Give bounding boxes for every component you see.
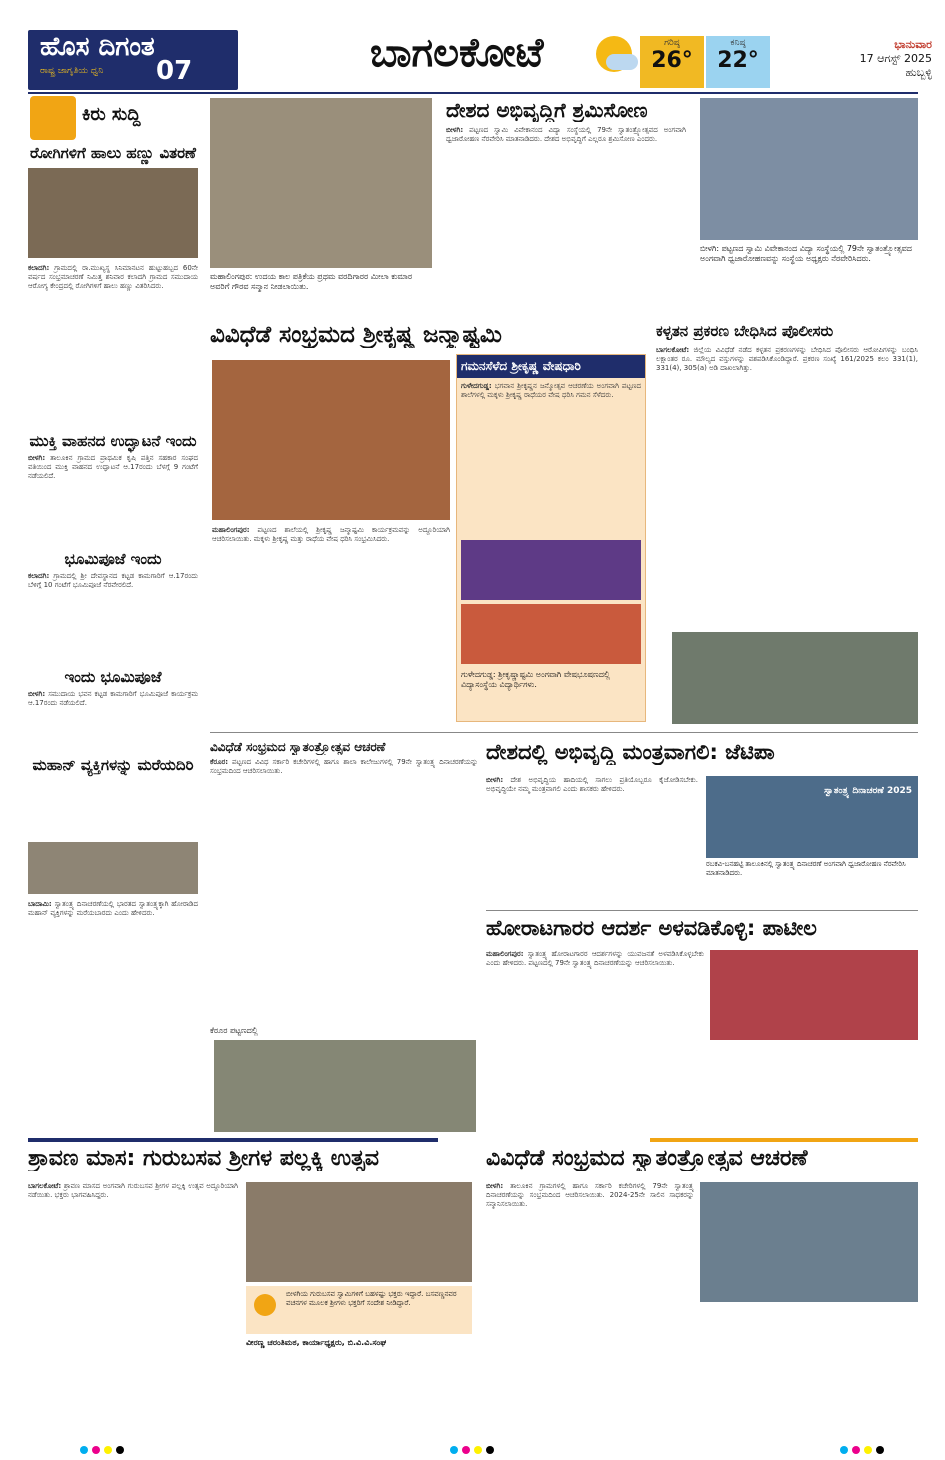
kiru-photo-5 xyxy=(28,842,198,894)
top-photo-3 xyxy=(700,98,918,240)
brand-name: ಹೊಸ ದಿಗಂತ xyxy=(40,32,155,62)
registration-dots-center xyxy=(450,1446,494,1454)
min-temp-value: 22° xyxy=(717,48,759,73)
kiru-dateline-3: ಕಲಾದಗಿ: xyxy=(28,572,50,580)
kiru-column xyxy=(28,140,198,940)
kiru-head-2: ಮುಕ್ತಿ ವಾಹನದ ಉದ್ಘಾಟನೆ ಇಂದು xyxy=(29,432,197,450)
min-temp-box xyxy=(706,36,770,88)
theft-dateline: ಬಾಗಲಕೋಟೆ: xyxy=(656,346,690,354)
kiru-head-5: ಮಹಾನ್ ವ್ಯಕ್ತಿಗಳನ್ನು ಮರೆಯದಿರಿ xyxy=(32,756,194,774)
jetipa-dateline: ಬೀಳಗಿ: xyxy=(486,776,504,784)
jetipa-photo xyxy=(706,776,918,858)
independence2-body xyxy=(486,1182,694,1432)
independence1-dateline: ಕೆರೂರ: xyxy=(210,758,229,766)
independence1-photo-caption: ಕೆರೂರ ಪಟ್ಟಣದಲ್ಲಿ xyxy=(210,1026,258,1035)
janmashtami-photo-3 xyxy=(461,604,641,664)
theft-text: ಜಿಲ್ಲೆಯ ವಿವಿಧೆಡೆ ನಡೆದ ಕಳ್ಳತನ ಪ್ರಕರಣಗಳನ್ನು ಬೇಧಿಸಿದ ಪೊಲೀಸರು ಆರೋಪಿಗಳನ್ನು ಬಂಧಿಸಿ ಲಕ್ಷಾಂತರ ರೂ. ಮೌಲ್ಯದ ವಸ್ತುಗಳನ್ನು ವಶಪಡಿಸಿಕೊಂಡಿದ್ದಾರೆ. ಪ್ರಕರಣ ಸಂಖ್ಯೆ 161/2025 ಕಲಂ 331(1), 331(4), 305(a) ಅಡಿ ದಾಖಲಾಗಿತ್ತು. xyxy=(656,346,918,372)
theft-photo xyxy=(672,632,918,724)
max-temp-box xyxy=(640,36,704,88)
shravana-quote-by: ವೀರಣ್ಣ ಚರಂತಿಮಠ, ಕಾರ್ಯಾಧ್ಯಕ್ಷರು, ಬಿ.ವಿ.ವಿ.ಸಂಘ xyxy=(246,1338,387,1347)
independence1-text: ಪಟ್ಟಣದ ವಿವಿಧ ಸರ್ಕಾರಿ ಕಚೇರಿಗಳಲ್ಲಿ ಹಾಗೂ ಶಾಲಾ ಕಾಲೇಜುಗಳಲ್ಲಿ 79ನೇ ಸ್ವಾತಂತ್ರ್ಯ ದಿನಾಚರಣೆಯನ್ನು ಸಂಭ್ರಮದಿಂದ ಆಚರಿಸಲಾಯಿತು. xyxy=(210,758,478,775)
patil-headline: ಹೋರಾಟಗಾರರ ಆದರ್ಶ ಅಳವಡಿಕೊಳ್ಳಿ: ಪಾಟೀಲ xyxy=(486,916,817,940)
kiru-head-4: ಇಂದು ಭೂಮಿಪೂಜೆ xyxy=(64,668,162,686)
patil-photo xyxy=(710,950,918,1040)
cloud-icon xyxy=(606,54,638,70)
shravana-dateline: ಬಾಗಲಕೋಟೆ: xyxy=(28,1182,62,1190)
min-temp-label: ಕನಿಷ್ಠ xyxy=(730,38,746,48)
janmashtami-photo-caption: ಗುಳೇದಗುಡ್ಡ: ಶ್ರೀಕೃಷ್ಣಾಷ್ಟಮಿ ಅಂಗವಾಗಿ ವೇಷಭೂಷಣದಲ್ಲಿ ವಿದ್ಯಾಸಂಸ್ಥೆಯ ವಿದ್ಯಾರ್ಥಿಗಳು. xyxy=(461,670,610,689)
shravana-headline: ಶ್ರಾವಣ ಮಾಸ: ಗುರುಬಸವ ಶ್ರೀಗಳ ಪಲ್ಲಕ್ಕಿ ಉತ್ಸವ xyxy=(28,1146,380,1171)
registration-dots-left xyxy=(80,1446,124,1454)
story2-dateline: ಬೀಳಗಿ: xyxy=(446,126,464,134)
place: ಹುಬ್ಬಳ್ಳಿ xyxy=(905,66,932,79)
independence1-headline: ವಿವಿಧೆಡೆ ಸಂಭ್ರಮದ ಸ್ವಾತಂತ್ರ್ಯೋತ್ಸವ ಆಚರಣೆ xyxy=(210,740,386,754)
story2-text: ಪಟ್ಟಣದ ಸ್ವಾಮಿ ವಿವೇಕಾನಂದ ವಿದ್ಯಾ ಸಂಸ್ಥೆಯಲ್ಲಿ 79ನೇ ಸ್ವಾತಂತ್ರ್ಯೋತ್ಸವದ ಅಂಗವಾಗಿ ಧ್ವಜಾರೋಹಣ ನೆರವೇರಿಸಿ ಮಾತನಾಡಿದರು. ದೇಶದ ಅಭಿವೃದ್ಧಿಗೆ ಎಲ್ಲರೂ ಶ್ರಮಿಸೋಣ ಎಂದರು. xyxy=(446,126,686,143)
independence2-headline: ವಿವಿಧೆಡೆ ಸಂಭ್ರಮದ ಸ್ವಾತಂತ್ರ್ಯೋತ್ಸವ ಆಚರಣೆ xyxy=(486,1146,808,1171)
kiru-dateline-2: ಬೀಳಗಿ: xyxy=(28,454,46,462)
edition-title: ಬಾಗಲಕೋಟೆ xyxy=(370,30,544,76)
independence1-body xyxy=(210,758,478,1024)
top-caption-1: ಮಹಾಲಿಂಗಪುರ: ಉದಯ ಕಾಲ ಪತ್ರಿಕೆಯ ಪ್ರಥಮ ವರದಿಗಾರರ ಮೀಲಾ ಕುಮಾರ ಅವರಿಗೆ ಗೌರವ ಸನ್ಮಾನ ನೀಡಲಾಯಿತು. xyxy=(210,272,413,291)
janmashtami-photo-1 xyxy=(212,360,450,520)
theft-headline: ಕಳ್ಳತನ ಪ್ರಕರಣ ಬೇಧಿಸಿದ ಪೊಲೀಸರು xyxy=(656,322,834,340)
kiru-text-5: ಸ್ವಾತಂತ್ರ್ಯ ದಿನಾಚರಣೆಯಲ್ಲಿ ಭಾರತದ ಸ್ವಾತಂತ್ರ್ಯಕ್ಕಾಗಿ ಹೋರಾಡಿದ ಮಹಾನ್ ವ್ಯಕ್ತಿಗಳನ್ನು ಮರೆಯಬಾರದು ಎಂದು ಹೇಳಿದರು. xyxy=(28,900,198,917)
independence2-text: ತಾಲೂಕಿನ ಗ್ರಾಮಗಳಲ್ಲಿ ಹಾಗೂ ಸರ್ಕಾರಿ ಕಚೇರಿಗಳಲ್ಲಿ 79ನೇ ಸ್ವಾತಂತ್ರ್ಯ ದಿನಾಚರಣೆಯನ್ನು ಸಂಭ್ರಮದಿಂದ ಆಚರಿಸಲಾಯಿತು. 2024-25ನೇ ಸಾಲಿನ ಸಾಧಕರನ್ನು ಸನ್ಮಾನಿಸಲಾಯಿತು. xyxy=(486,1182,694,1208)
story2-body xyxy=(446,126,686,320)
shravana-quote: ಬೀಳಗಿಯ ಗುರುಬಸವ ಸ್ವಾಮಿಗಳಿಗೆ ಬಹಳಷ್ಟು ಭಕ್ತರು ಇದ್ದಾರೆ. ಬಸವಣ್ಣನವರ ವಚನಗಳ ಮೂಲಕ ಶ್ರೀಗಳು ಭಕ್ತರಿಗೆ ಸಂದೇಶ ನೀಡಿದ್ದಾರೆ. xyxy=(286,1290,457,1307)
janmashtami-main xyxy=(212,526,450,726)
janmashtami-headline: ವಿವಿಧೆಡೆ ಸಂಭ್ರಮದ ಶ್ರೀಕೃಷ್ಣ ಜನ್ಮಾಷ್ಟಮಿ xyxy=(210,322,502,348)
kiru-dateline-4: ಬೀಳಗಿ: xyxy=(28,690,46,698)
janmashtami-main-text: ಪಟ್ಟಣದ ಶಾಲೆಯಲ್ಲಿ ಶ್ರೀಕೃಷ್ಣ ಜನ್ಮಾಷ್ಟಮಿ ಕಾರ್ಯಕ್ರಮವನ್ನು ಅದ್ದೂರಿಯಾಗಿ ಆಚರಿಸಲಾಯಿತು. ಮಕ್ಕಳು ಶ್ರೀಕೃಷ್ಣ ಮತ್ತು ರಾಧೆಯ ವೇಷ ಧರಿಸಿ ಸಂಭ್ರಮಿಸಿದರು. xyxy=(212,526,450,543)
jetipa-headline: ದೇಶದಲ್ಲಿ ಅಭಿವೃದ್ಧಿ ಮಂತ್ರವಾಗಲಿ: ಜೆಟಿಪಾ xyxy=(486,740,775,764)
max-temp-label: ಗರಿಷ್ಠ xyxy=(664,38,680,48)
date-box xyxy=(812,38,932,88)
brand-tagline: ರಾಷ್ಟ್ರ ಜಾಗೃತಿಯ ಧ್ವನಿ xyxy=(40,66,104,76)
shravana-body xyxy=(28,1182,238,1432)
date: 17 ಆಗಸ್ಟ್ 2025 xyxy=(859,52,932,65)
kiru-dateline-1: ಕಲಾದಗಿ: xyxy=(28,264,50,272)
top-photo-1 xyxy=(210,98,432,268)
theft-body xyxy=(656,346,918,626)
max-temp-value: 26° xyxy=(651,48,693,73)
kiru-head-1: ರೋಗಿಗಳಿಗೆ ಹಾಲು ಹಣ್ಣು ವಿತರಣೆ xyxy=(30,144,196,162)
quote-icon xyxy=(254,1294,276,1316)
kiru-photo-1 xyxy=(28,168,198,258)
kiru-text-3: ಗ್ರಾಮದಲ್ಲಿ ಶ್ರೀ ದೇವಸ್ಥಾನದ ಕಟ್ಟಡ ಕಾಮಗಾರಿಗೆ ಆ.17ರಂದು ಬೆಳಿಗ್ಗೆ 10 ಗಂಟೆಗೆ ಭೂಮಿಪೂಜೆ ನೆರವೇರಲಿದೆ. xyxy=(28,572,198,589)
independence1-photo xyxy=(214,1040,476,1132)
kiru-text-1: ಗ್ರಾಮದಲ್ಲಿ ರಾ.ಮುಖ್ಯಸ್ಥ ಸಿನಿಮಾನಟನ ಹುಟ್ಟುಹಬ್ಬದ 60ನೇ ವರ್ಷದ ಸಂಭ್ರಮಾಚರಣೆ ನಿಮಿತ್ತ ಶನಿವಾರ ಕಲಾದಗಿ ಗ್ರಾಮದ ಸಮುದಾಯ ಆರೋಗ್ಯ ಕೇಂದ್ರದಲ್ಲಿ ರೋಗಿಗಳಿಗೆ ಹಾಲು ಹಣ್ಣು ವಿತರಿಸಿದರು. xyxy=(28,264,198,290)
janmashtami-sub-head: ಗಮನಸೆಳೆದ ಶ್ರೀಕೃಷ್ಣ ವೇಷಧಾರಿ xyxy=(457,355,645,378)
janmashtami-sub-text: ಭಗವಾನ ಶ್ರೀಕೃಷ್ಣನ ಜನ್ಮೋತ್ಸವ ಆಚರಣೆಯ ಅಂಗವಾಗಿ ಪಟ್ಟಣದ ಶಾಲೆಗಳಲ್ಲಿ ಮಕ್ಕಳು ಶ್ರೀಕೃಷ್ಣ ರಾಧೆಯರ ವೇಷ ಧರಿಸಿ ಗಮನ ಸೆಳೆದರು. xyxy=(461,382,641,399)
janmashtami-sidebar xyxy=(456,354,646,722)
jetipa-body xyxy=(486,776,698,906)
top-caption-3: ಬೀಳಗಿ: ಪಟ್ಟಣದ ಸ್ವಾಮಿ ವಿವೇಕಾನಂದ ವಿದ್ಯಾ ಸಂಸ್ಥೆಯಲ್ಲಿ 79ನೇ ಸ್ವಾತಂತ್ರ್ಯೋತ್ಸವದ ಅಂಗವಾಗಿ ಧ್ವಜಾರೋಹಣವನ್ನು ಸಂಸ್ಥೆಯ ಅಧ್ಯಕ್ಷರು ನೆರವೇರಿಸಿದರು. xyxy=(700,244,912,263)
janmashtami-photo-2 xyxy=(461,540,641,600)
kiru-text-2: ತಾಲೂಕಿನ ಗ್ರಾಮದ ಪ್ರಾಥಮಿಕ ಕೃಷಿ ಪತ್ತಿನ ಸಹಕಾರ ಸಂಘದ ವತಿಯಿಂದ ಮುಕ್ತಿ ವಾಹನದ ಉದ್ಘಾಟನೆ ಆ.17ರಂದು ಬೆಳಗ್ಗೆ 9 ಗಂಟೆಗೆ ನಡೆಯಲಿದೆ. xyxy=(28,454,198,480)
registration-dots-right xyxy=(840,1446,884,1454)
shravana-text: ಶ್ರಾವಣ ಮಾಸದ ಅಂಗವಾಗಿ ಗುರುಬಸವ ಶ್ರೀಗಳ ಪಲ್ಲಕ್ಕಿ ಉತ್ಸವ ಅದ್ದೂರಿಯಾಗಿ ನಡೆಯಿತು. ಭಕ್ತರು ಭಾಗವಹಿಸಿದ್ದರು. xyxy=(28,1182,238,1199)
kiru-dateline-5: ಬಾದಾಮಿ: xyxy=(28,900,52,908)
kiru-badge-icon xyxy=(30,96,76,140)
weekday: ಭಾನುವಾರ xyxy=(894,38,932,51)
jetipa-caption: ರಬಕವಿ-ಬನಹಟ್ಟಿ ತಾಲೂಕಿನಲ್ಲಿ ಸ್ವಾತಂತ್ರ್ಯ ದಿನಾಚರಣೆ ಅಂಗವಾಗಿ ಧ್ವಜಾರೋಹಣ ನೆರವೇರಿಸಿ ಮಾತನಾಡಿದರು. xyxy=(706,860,906,877)
story2-headline: ದೇಶದ ಅಭಿವೃದ್ಧಿಗೆ ಶ್ರಮಿಸೋಣ xyxy=(446,98,648,122)
page-number: 07 xyxy=(156,56,193,86)
kiru-title: ಕಿರು ಸುದ್ದಿ xyxy=(82,104,141,125)
patil-text: ಸ್ವಾತಂತ್ರ್ಯ ಹೋರಾಟಗಾರರ ಆದರ್ಶಗಳನ್ನು ಯುವಜನತೆ ಅಳವಡಿಸಿಕೊಳ್ಳಬೇಕು ಎಂದು ಹೇಳಿದರು. ಪಟ್ಟಣದಲ್ಲಿ 79ನೇ ಸ್ವಾತಂತ್ರ್ಯ ದಿನಾಚರಣೆಯನ್ನು ಆಚರಿಸಲಾಯಿತು. xyxy=(486,950,704,967)
kiru-text-4: ಸಮುದಾಯ ಭವನ ಕಟ್ಟಡ ಕಾಮಗಾರಿಗೆ ಭೂಮಿಪೂಜೆ ಕಾರ್ಯಕ್ರಮ ಆ.17ರಂದು ನಡೆಯಲಿದೆ. xyxy=(28,690,198,707)
shravana-quote-box xyxy=(246,1286,472,1334)
kiru-head-3: ಭೂಮಿಪೂಜೆ ಇಂದು xyxy=(64,550,162,568)
janmashtami-sub-dateline: ಗುಳೇದಗುಡ್ಡ: xyxy=(461,382,492,390)
jetipa-photo-banner: ಸ್ವಾತಂತ್ರ್ಯ ದಿನಾಚರಣೆ 2025 xyxy=(824,786,912,796)
shravana-photo xyxy=(246,1182,472,1282)
patil-body xyxy=(486,950,704,1132)
independence2-photo xyxy=(700,1182,918,1302)
masthead xyxy=(0,0,945,92)
kiru-text-5-block xyxy=(28,900,198,1130)
janmashtami-main-dateline: ಮಹಾಲಿಂಗಪುರ: xyxy=(212,526,250,534)
patil-dateline: ಮಹಾಲಿಂಗಪುರ: xyxy=(486,950,524,958)
independence2-dateline: ಬೀಳಗಿ: xyxy=(486,1182,504,1190)
jetipa-text: ದೇಶ ಅಭಿವೃದ್ಧಿಯ ಹಾದಿಯಲ್ಲಿ ಸಾಗಲು ಪ್ರತಿಯೊಬ್ಬರೂ ಕೈಜೋಡಿಸಬೇಕು. ಅಭಿವೃದ್ಧಿಯೇ ನಮ್ಮ ಮಂತ್ರವಾಗಲಿ ಎಂದು ಶಾಸಕರು ಹೇಳಿದರು. xyxy=(486,776,698,793)
